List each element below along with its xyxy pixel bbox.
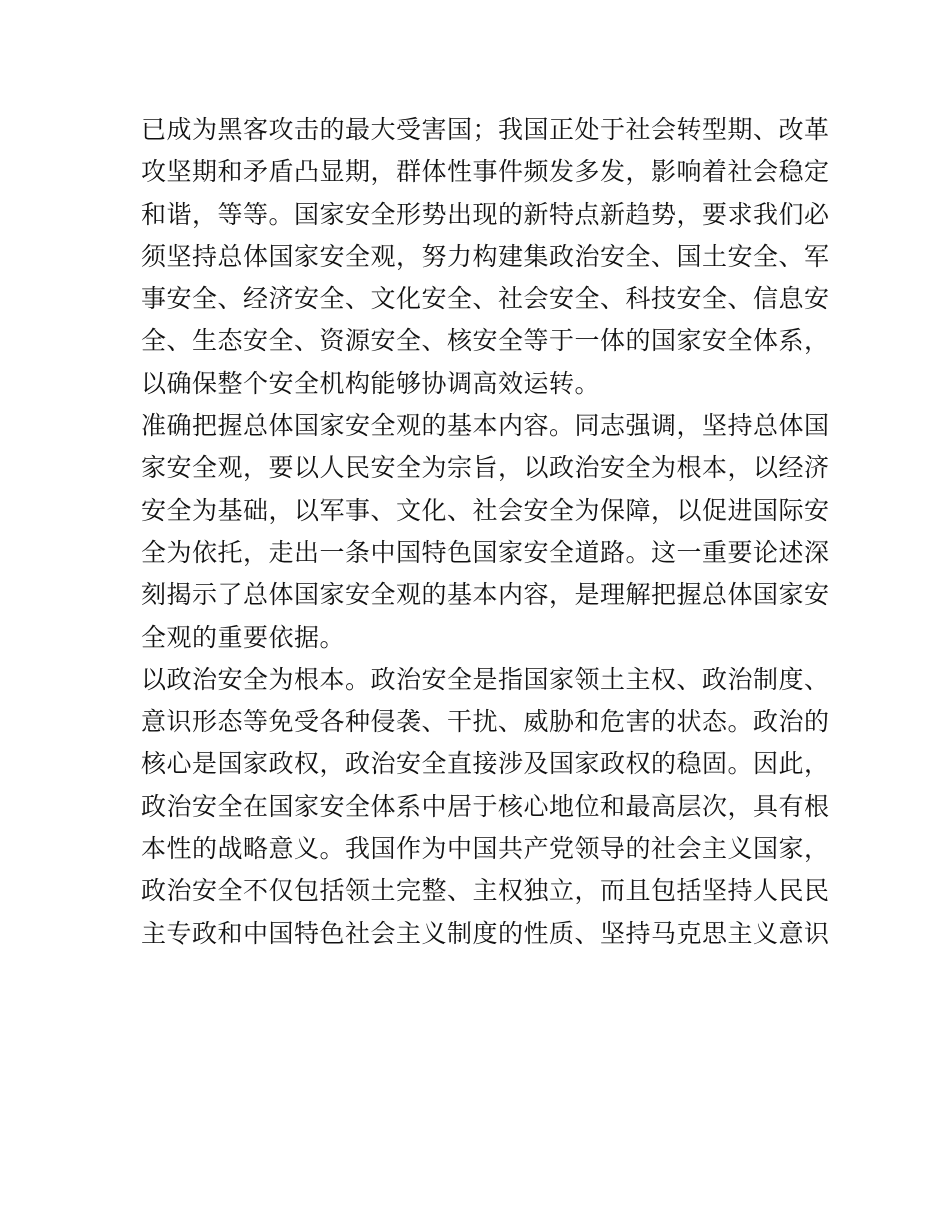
text-line: 以政治安全为根本。政治安全是指国家领土主权、政治制度、 — [141, 664, 830, 694]
text-line: 家安全观，要以人民安全为宗旨，以政治安全为根本，以经济 — [141, 453, 830, 483]
text-line: 核心是国家政权，政治安全直接涉及国家政权的稳固。因此， — [141, 749, 830, 779]
text-line: 主专政和中国特色社会主义制度的性质、坚持马克思主义意识 — [141, 918, 830, 948]
text-line: 本性的战略意义。我国作为中国共产党领导的社会主义国家， — [141, 834, 830, 864]
text-line: 攻坚期和矛盾凸显期，群体性事件频发多发，影响着社会稳定 — [141, 157, 830, 187]
text-line: 以确保整个安全机构能够协调高效运转。 — [141, 368, 601, 398]
text-line: 安全为基础，以军事、文化、社会安全为保障，以促进国际安 — [141, 495, 830, 525]
text-line: 事安全、经济安全、文化安全、社会安全、科技安全、信息安 — [141, 284, 830, 314]
text-line: 政治安全在国家安全体系中居于核心地位和最高层次，具有根 — [141, 791, 830, 821]
text-line: 政治安全不仅包括领土完整、主权独立，而且包括坚持人民民 — [141, 876, 830, 906]
text-line: 全、生态安全、资源安全、核安全等于一体的国家安全体系， — [141, 326, 830, 356]
text-line: 刻揭示了总体国家安全观的基本内容，是理解把握总体国家安 — [141, 580, 830, 610]
text-line: 准确把握总体国家安全观的基本内容。同志强调，坚持总体国 — [141, 411, 830, 441]
text-line: 和谐，等等。国家安全形势出现的新特点新趋势，要求我们必 — [141, 199, 830, 229]
text-line: 全观的重要依据。 — [141, 622, 346, 652]
text-line: 须坚持总体国家安全观，努力构建集政治安全、国土安全、军 — [141, 241, 830, 271]
text-line: 全为依托，走出一条中国特色国家安全道路。这一重要论述深 — [141, 537, 830, 567]
text-line: 已成为黑客攻击的最大受害国；我国正处于社会转型期、改革 — [141, 115, 830, 144]
text-line: 意识形态等免受各种侵袭、干扰、威胁和危害的状态。政治的 — [141, 707, 830, 737]
document-body-text — [141, 109, 830, 955]
